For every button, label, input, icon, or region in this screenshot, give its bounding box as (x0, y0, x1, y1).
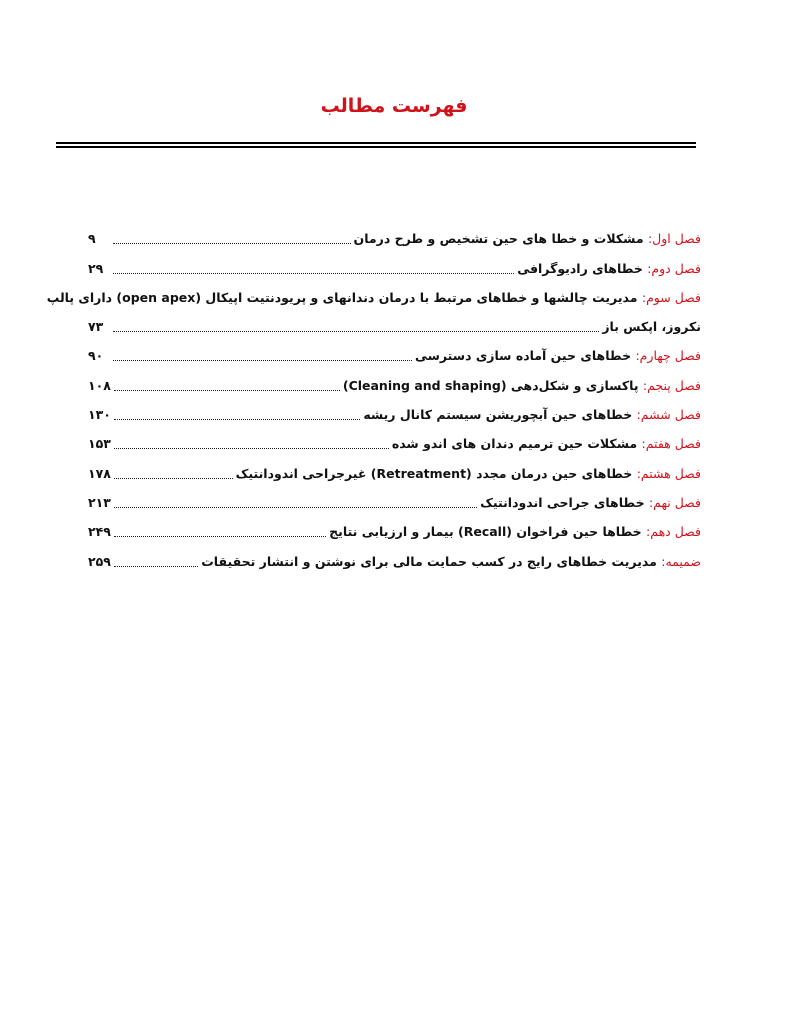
toc-page-number: ۲۵۹ (88, 553, 111, 569)
toc-page-number: ۹۰ (88, 348, 104, 364)
toc-entry-chapter-2[interactable] (88, 247, 701, 276)
toc-chapter-label: ضمیمه: (661, 553, 701, 569)
toc-page-number: ۲۴۹ (88, 524, 111, 540)
title-divider (56, 142, 696, 148)
toc-entry-chapter-7[interactable] (88, 423, 701, 452)
toc-page-number: ۱۵۳ (88, 436, 111, 452)
dot-leader (113, 331, 599, 332)
toc-chapter-title: مدیریت چالشها و خطاهای مرتبط با درمان دندانهای و پریودنتیت اپیکال (open apex) دارای پالپ (46, 289, 638, 305)
toc-entry-chapter-1[interactable] (88, 218, 701, 247)
dot-leader (114, 448, 389, 449)
toc-page-number: ۱۰۸ (88, 377, 111, 393)
dot-leader (114, 478, 233, 479)
table-of-contents (46, 218, 701, 570)
toc-chapter-title: مدیریت خطاهای رایج در کسب حمایت مالی برای نوشتن و انتشار تحقیقات (201, 553, 657, 569)
toc-entry-chapter-3[interactable] (46, 277, 701, 306)
toc-page-number: ۹ (88, 231, 96, 247)
toc-chapter-label: فصل نهم: (648, 494, 701, 510)
toc-page-number: ۱۷۸ (88, 465, 111, 481)
toc-chapter-label: فصل سوم: (641, 289, 701, 305)
page-title: فهرست مطالب (320, 95, 468, 117)
toc-chapter-label: فصل هشتم: (636, 465, 701, 481)
toc-entry-chapter-9[interactable] (88, 482, 701, 511)
toc-chapter-label: فصل هفتم: (641, 436, 701, 452)
toc-chapter-label: فصل دوم: (647, 260, 701, 276)
dot-leader (114, 536, 326, 537)
dot-leader (113, 360, 412, 361)
toc-entry-appendix[interactable] (88, 540, 701, 569)
toc-entry-chapter-6[interactable] (88, 394, 701, 423)
dot-leader (114, 566, 198, 567)
toc-chapter-title: خطاهای حین آماده سازی دسترسی (414, 348, 632, 364)
toc-chapter-title: خطاهای حین آبچوریشن سیستم کانال ریشه (363, 407, 633, 423)
toc-chapter-title-continued: نکروز، اپکس باز (602, 319, 701, 335)
toc-page-number: ۲۱۳ (88, 494, 111, 510)
toc-page-number: ۱۳۰ (88, 407, 111, 423)
toc-entry-chapter-4[interactable] (88, 335, 701, 364)
toc-chapter-title: پاکسازی و شکل‌دهی (Cleaning and shaping) (342, 377, 639, 393)
toc-page-number: ۷۳ (88, 319, 104, 335)
dot-leader (114, 390, 340, 391)
toc-entry-chapter-3-continued[interactable] (88, 306, 701, 335)
toc-chapter-title: خطاهای رادیوگرافی (517, 260, 643, 276)
dot-leader (114, 507, 477, 508)
toc-chapter-label: فصل دهم: (646, 524, 701, 540)
toc-chapter-label: فصل اول: (647, 231, 701, 247)
toc-chapter-label: فصل چهارم: (635, 348, 701, 364)
toc-chapter-title: مشکلات حین ترمیم دندان های اندو شده (391, 436, 638, 452)
toc-chapter-title: مشکلات و خطا های حین تشخیص و طرح درمان (353, 231, 644, 247)
toc-entry-chapter-8[interactable] (88, 452, 701, 481)
dot-leader (113, 273, 514, 274)
toc-chapter-title: خطاهای حین درمان مجدد (Retreatment) غیرجراحی اندودانتیک (235, 465, 633, 481)
toc-page-number: ۲۹ (88, 260, 104, 276)
toc-chapter-label: فصل ششم: (636, 407, 701, 423)
toc-chapter-title: خطاهای جراحی اندودانتیک (480, 494, 645, 510)
toc-chapter-title: خطاها حین فراخوان (Recall) بیمار و ارزیابی نتایج (329, 524, 642, 540)
toc-entry-chapter-5[interactable] (88, 364, 701, 393)
dot-leader (113, 243, 351, 244)
dot-leader (114, 419, 360, 420)
toc-chapter-label: فصل پنجم: (642, 377, 701, 393)
toc-entry-chapter-10[interactable] (88, 511, 701, 540)
